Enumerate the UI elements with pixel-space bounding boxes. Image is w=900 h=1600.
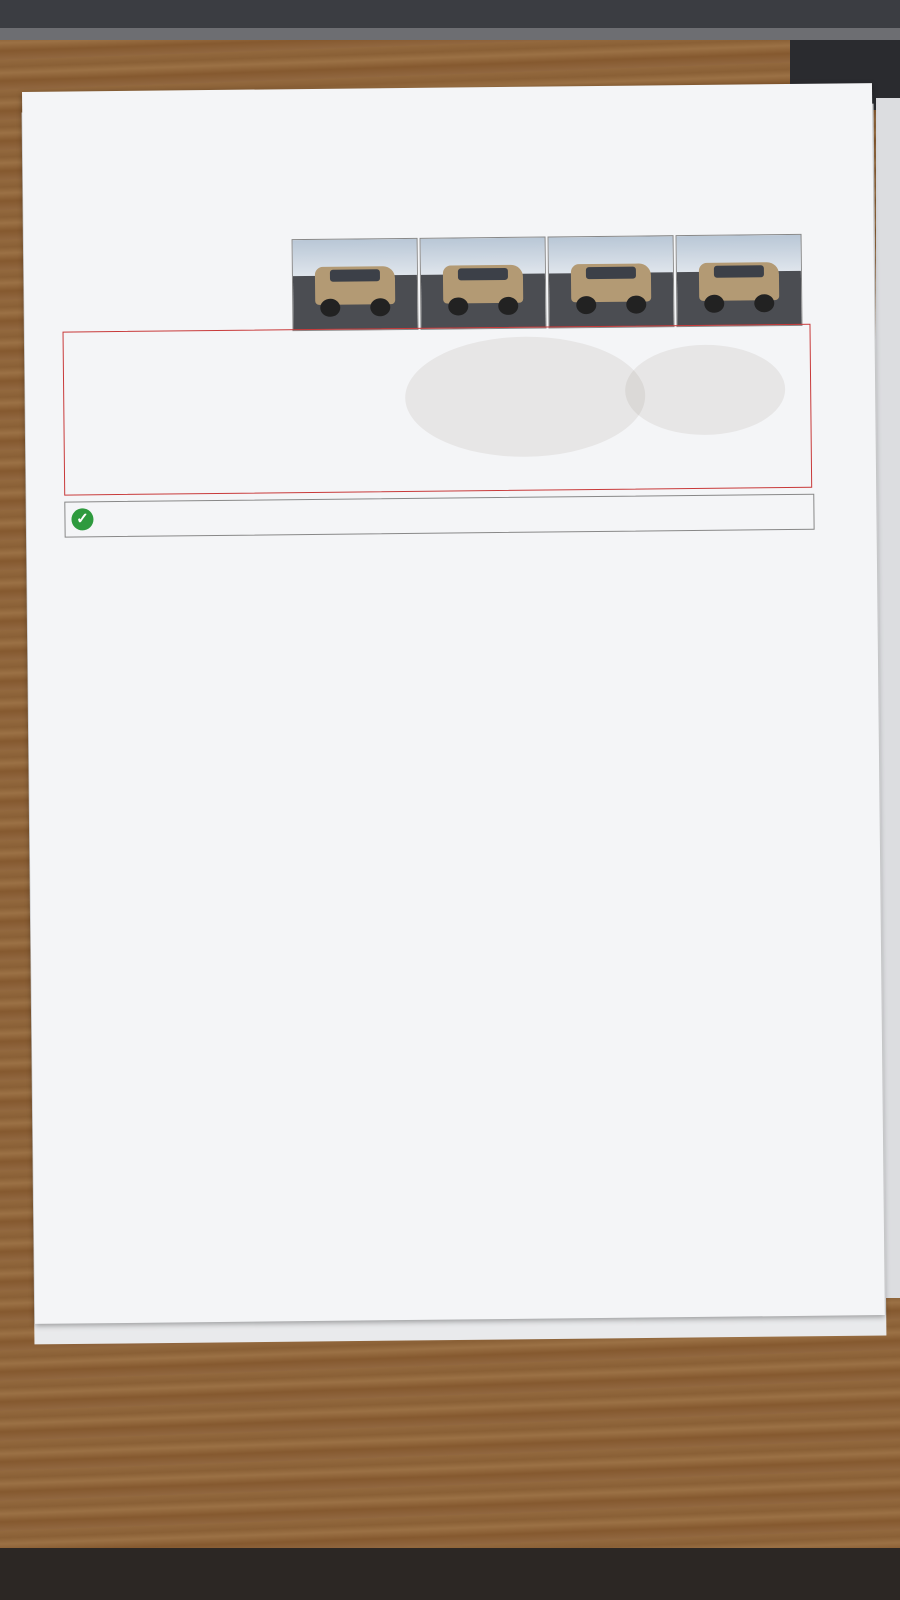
check-circle-icon: ✓: [71, 508, 93, 530]
inspection-form: [22, 83, 885, 1324]
attention-box: [63, 324, 813, 496]
car-photo-1[interactable]: [292, 238, 419, 331]
car-photo-3[interactable]: [548, 235, 675, 328]
laptop-bezel: [0, 0, 900, 28]
car-photo-4[interactable]: [676, 234, 803, 327]
attention-title: [64, 328, 810, 336]
car-photo-2[interactable]: [420, 237, 547, 330]
table-edge: [0, 1548, 900, 1600]
nuance-header: [64, 494, 814, 538]
laptop-edge: [0, 28, 900, 40]
